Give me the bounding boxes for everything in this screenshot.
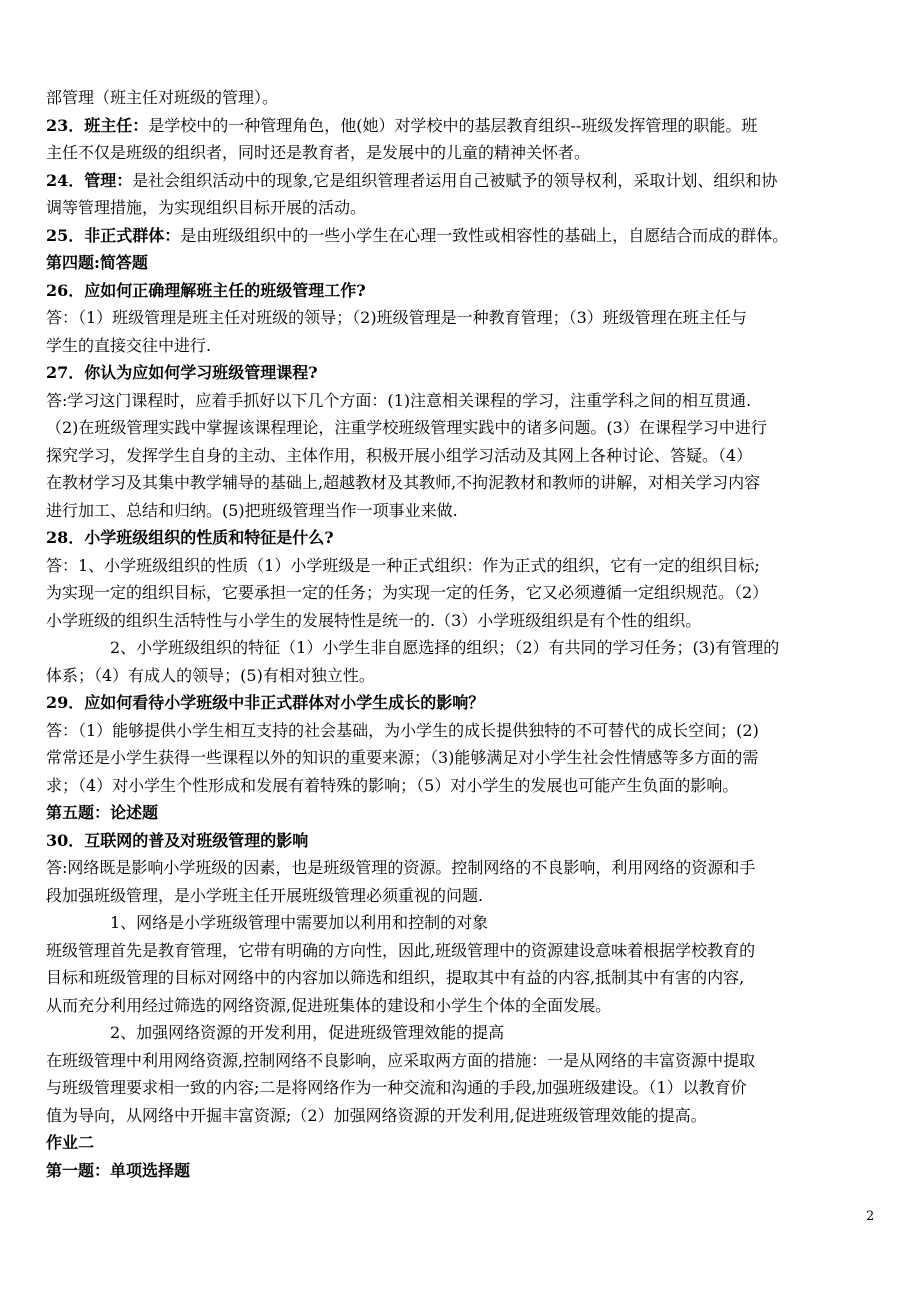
bold-text: 27．你认为应如何学习班级管理课程? — [46, 363, 318, 382]
bold-text: 第四题:简答题 — [46, 253, 148, 272]
body-text: 答：（1）能够提供小学生相互支持的社会基础，为小学生的成长提供独特的不可替代的成长空间；(2) — [46, 720, 759, 740]
text-line — [46, 1129, 880, 1157]
body-text: 学生的直接交往中进行. — [46, 335, 212, 355]
body-text: 班级管理首先是教育管理，它带有明确的方向性，因此,班级管理中的资源建设意味着根据学校教育的 — [46, 940, 756, 960]
bold-text: 29．应如何看待小学班级中非正式群体对小学生成长的影响？ — [46, 693, 485, 712]
body-text: 段加强班级管理，是小学班主任开展班级管理必须重视的问题. — [46, 885, 484, 905]
text-line — [46, 359, 880, 387]
body-text: 答:网络既是影响小学班级的因素，也是班级管理的资源。控制网络的不良影响，利用网络的资源和手 — [46, 858, 756, 877]
body-text: 求；（4）对小学生个性形成和发展有着特殊的影响；（5）对小学生的发展也可能产生负面的影响。 — [46, 775, 739, 795]
text-line — [46, 882, 880, 910]
text-line — [46, 799, 880, 827]
body-text: 是社会组织活动中的现象,它是组织管理者运用自己被赋予的领导权利，采取计划、组织和协 — [132, 170, 778, 190]
text-line — [46, 827, 880, 855]
body-text: 答：（1）班级管理是班主任对班级的领导；（2)班级管理是一种教育管理；（3）班级管理在班主任与 — [46, 308, 747, 327]
bold-text: 24．管理： — [46, 170, 133, 190]
bold-text: 26．应如何正确理解班主任的班级管理工作? — [46, 280, 366, 300]
document-body — [46, 84, 880, 1184]
text-line — [46, 139, 880, 167]
text-line — [46, 662, 880, 690]
text-line — [46, 964, 880, 992]
text-line — [46, 497, 880, 525]
text-line — [46, 222, 880, 250]
body-text: 调等管理措施，为实现组织目标开展的活动。 — [46, 198, 367, 217]
body-text: 2、小学班级组织的特征（1）小学生非自愿选择的组织；（2）有共同的学习任务；(3)有管理的 — [110, 638, 780, 657]
text-line — [46, 167, 880, 195]
text-line — [46, 634, 880, 662]
text-line — [46, 84, 880, 112]
text-line — [46, 607, 880, 635]
body-text: 进行加工、总结和归纳。(5)把班级管理当作一项事业来做. — [46, 500, 458, 520]
body-text: 常常还是小学生获得一些课程以外的知识的重要来源；（3)能够满足对小学生社会性情感等多方面的需 — [46, 748, 759, 767]
bold-text: 作业二 — [46, 1133, 95, 1152]
text-line — [46, 992, 880, 1020]
text-line — [46, 937, 880, 965]
text-line — [46, 304, 880, 332]
body-text: 体系；（4）有成人的领导；(5)有相对独立性。 — [46, 665, 375, 685]
text-line — [46, 387, 880, 415]
text-line — [46, 717, 880, 745]
body-text: 与班级管理要求相一致的内容;二是将网络作为一种交流和沟通的手段,加强班级建设。（1）以教育价 — [46, 1078, 747, 1097]
body-text: 是由班级组织中的一些小学生在心理一致性或相容性的基础上，自愿结合而成的群体。 — [180, 225, 789, 245]
body-text: 在班级管理中利用网络资源,控制网络不良影响，应采取两方面的措施：一是从网络的丰富资源中提取 — [46, 1050, 756, 1070]
body-text: 从而充分利用经过筛选的网络资源,促进班集体的建设和小学生个体的全面发展。 — [46, 995, 612, 1015]
text-line — [46, 1074, 880, 1102]
body-text: 部管理（班主任对班级的管理）。 — [46, 88, 279, 107]
bold-text: 28．小学班级组织的性质和特征是什么? — [46, 528, 334, 547]
text-line — [46, 277, 880, 305]
text-line — [46, 442, 880, 470]
body-text: 主任不仅是班级的组织者，同时还是教育者，是发展中的儿童的精神关怀者。 — [46, 143, 591, 162]
bold-text: 第一题：单项选择题 — [46, 1160, 191, 1180]
body-text: 值为导向，从网络中开掘丰富资源;（2）加强网络资源的开发利用,促进班级管理效能的提高。 — [46, 1105, 707, 1125]
bold-text: 23．班主任： — [46, 115, 149, 135]
text-line — [46, 1019, 880, 1047]
text-line — [46, 744, 880, 772]
body-text: （2)在班级管理实践中掌握该课程理论，注重学校班级管理实践中的诸多问题。(3）在课程学习中进行 — [46, 418, 767, 437]
text-line — [46, 524, 880, 552]
page-number: 2 — [866, 1209, 875, 1224]
text-line — [46, 1102, 880, 1130]
body-text: 1、网络是小学班级管理中需要加以利用和控制的对象 — [110, 913, 489, 932]
bold-text: 25．非正式群体： — [46, 225, 181, 245]
text-line — [46, 112, 880, 140]
text-line — [46, 909, 880, 937]
body-text: 在教材学习及其集中教学辅导的基础上,超越教材及其教师,不拘泥教材和教师的讲解，对相关学习内容 — [46, 473, 761, 492]
text-line — [46, 1047, 880, 1075]
text-line — [46, 249, 880, 277]
text-line — [46, 414, 880, 442]
body-text: 小学班级的组织生活特性与小学生的发展特性是统一的.（3）小学班级组织是有个性的组织。 — [46, 610, 702, 630]
bold-text: 第五题：论述题 — [46, 803, 159, 822]
text-line — [46, 579, 880, 607]
body-text: 探究学习，发挥学生自身的主动、主体作用，积极开展小组学习活动及其网上各种讨论、答疑。（4） — [46, 445, 753, 465]
body-text: 答：1、小学班级组织的性质（1）小学班级是一种正式组织：作为正式的组织，它有一定的组织目标; — [46, 555, 760, 575]
text-line — [46, 194, 880, 222]
text-line — [46, 1157, 880, 1185]
text-line — [46, 552, 880, 580]
text-line — [46, 332, 880, 360]
body-text: 2、加强网络资源的开发利用，促进班级管理效能的提高 — [110, 1023, 505, 1042]
body-text: 目标和班级管理的目标对网络中的内容加以筛选和组织，提取其中有益的内容,抵制其中有害的内容, — [46, 968, 745, 987]
text-line — [46, 854, 880, 882]
body-text: 答:学习这门课程时，应着手抓好以下几个方面：(1)注意相关课程的学习，注重学科之间的相互贯通. — [46, 390, 752, 410]
text-line — [46, 689, 880, 717]
text-line — [46, 469, 880, 497]
body-text: 是学校中的一种管理角色，他(她）对学校中的基层教育组织--班级发挥管理的职能。班 — [148, 115, 758, 135]
bold-text: 30．互联网的普及对班级管理的影响 — [46, 830, 309, 850]
text-line — [46, 772, 880, 800]
body-text: 为实现一定的组织目标，它要承担一定的任务；为实现一定的任务，它又必须遵循一定组织规范。（2） — [46, 583, 769, 602]
